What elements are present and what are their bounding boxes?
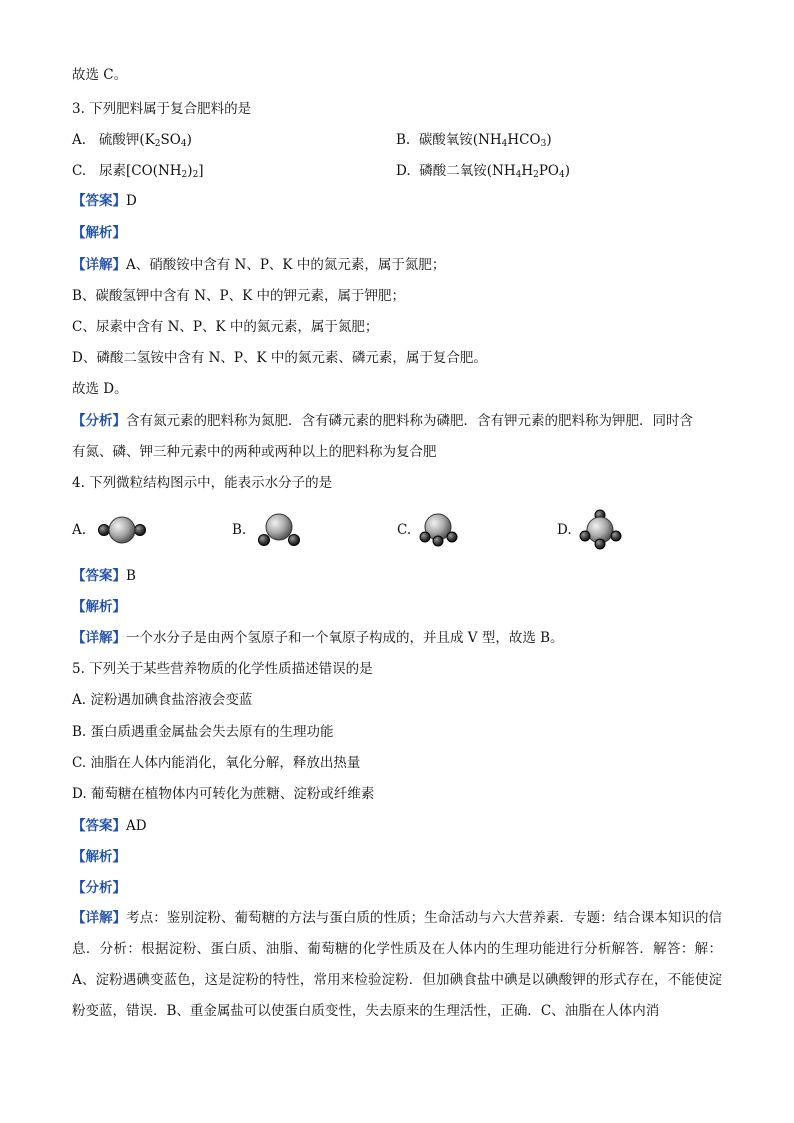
q3-detail-line-2: B、碳酸氢钾中含有 N、P、K 中的钾元素，属于钾肥； xyxy=(72,288,405,304)
q4-option-c-label: C. xyxy=(397,522,412,538)
detail-tag: 【详解】 xyxy=(72,630,126,646)
q5-option-c: C. 油脂在人体内能消化，氧化分解，释放出热量 xyxy=(72,755,361,771)
q3-analysis-tag: 【解析】 xyxy=(72,225,126,241)
q3-option-d: D. 磷酸二氧铵$(NH_4H_2PO_4)$ xyxy=(396,163,571,180)
q4-option-a-label: A. xyxy=(72,522,87,538)
q4-option-b-molecule-image xyxy=(254,510,304,550)
q4-stem: 4. 下列微粒结构图示中，能表示水分子的是 xyxy=(72,475,333,491)
detail-tag: 【详解】 xyxy=(72,910,127,926)
q3-stem: 3. 下列肥料属于复合肥料的是 xyxy=(72,101,252,117)
q3-fenxi-line-2: 有氮、磷、钾三种元素中的两种或两种以上的肥料称为复合肥 xyxy=(72,444,437,460)
q5-option-a: A. 淀粉遇加碘食盐溶液会变蓝 xyxy=(72,692,253,708)
fenxi-tag: 【分析】 xyxy=(72,413,126,429)
q4-answer: 【答案】B xyxy=(72,568,136,584)
q5-stem: 5. 下列关于某些营养物质的化学性质描述错误的是 xyxy=(72,661,373,677)
q4-option-b-label: B. xyxy=(232,522,247,538)
q3-option-a: A. 硫酸钾$(K_2SO_4)$ xyxy=(72,132,192,149)
q4-option-d-molecule-image xyxy=(576,506,626,552)
q4-option-a-molecule-image xyxy=(94,514,150,546)
q3-detail-line-3: C、尿素中含有 N、P、K 中的氮元素，属于氮肥； xyxy=(72,319,379,335)
q3-option-b: B. 碳酸氧铵$(NH_4HCO_3)$ xyxy=(396,132,552,149)
q4-option-c-molecule-image xyxy=(414,510,464,550)
q3-conclusion: 故选 D。 xyxy=(72,381,128,397)
previous-conclusion: 故选 C。 xyxy=(72,67,128,83)
q3-detail-line-1: 【详解】A、硝酸铵中含有 N、P、K 中的氮元素，属于氮肥； xyxy=(72,257,446,273)
q5-detail-paragraph: 【详解】考点：鉴别淀粉、葡萄糖的方法与蛋白质的性质；生命活动与六大营养素．专题：结合课本知识的信息．分析：根据淀粉、蛋白质、油脂、葡萄糖的化学性质及在人体内的生理功能进行分析解答．解答：解：A、淀粉遇碘变蓝色，这是淀粉的特性，常用来检验淀粉．但加碘食盐中碘是以碘酸钾的形式存在，不能使淀粉变蓝，错误．B、重金属盐可以使蛋白质变性，失去原来的生理活性，正确．C、油脂在人体内消 xyxy=(72,910,723,1019)
answer-tag: 【答案】 xyxy=(72,193,126,209)
q3-fenxi-line-1: 【分析】含有氮元素的肥料称为氮肥．含有磷元素的肥料称为磷肥．含有钾元素的肥料称为钾肥．同时含 xyxy=(72,413,693,429)
detail-tag: 【详解】 xyxy=(72,257,126,273)
q3-option-c: C. 尿素$[CO(NH_2)_2]$ xyxy=(72,163,204,180)
q3-detail-line-4: D、磷酸二氢铵中含有 N、P、K 中的氮元素、磷元素，属于复合肥。 xyxy=(72,350,487,366)
q5-fenxi-tag: 【分析】 xyxy=(72,880,126,896)
q5-analysis-tag: 【解析】 xyxy=(72,849,126,865)
answer-tag: 【答案】 xyxy=(72,568,126,584)
q5-option-b: B. 蛋白质遇重金属盐会失去原有的生理功能 xyxy=(72,724,334,740)
answer-tag: 【答案】 xyxy=(72,818,126,834)
q4-detail: 【详解】一个水分子是由两个氢原子和一个氧原子构成的，并且成 V 型，故选 B。 xyxy=(72,630,564,646)
q4-option-d-label: D. xyxy=(557,522,572,538)
q5-option-d: D. 葡萄糖在植物体内可转化为蔗糖、淀粉或纤维素 xyxy=(72,786,375,802)
q4-analysis-tag: 【解析】 xyxy=(72,599,126,615)
q3-answer: 【答案】D xyxy=(72,193,137,209)
q5-answer: 【答案】AD xyxy=(72,818,147,834)
